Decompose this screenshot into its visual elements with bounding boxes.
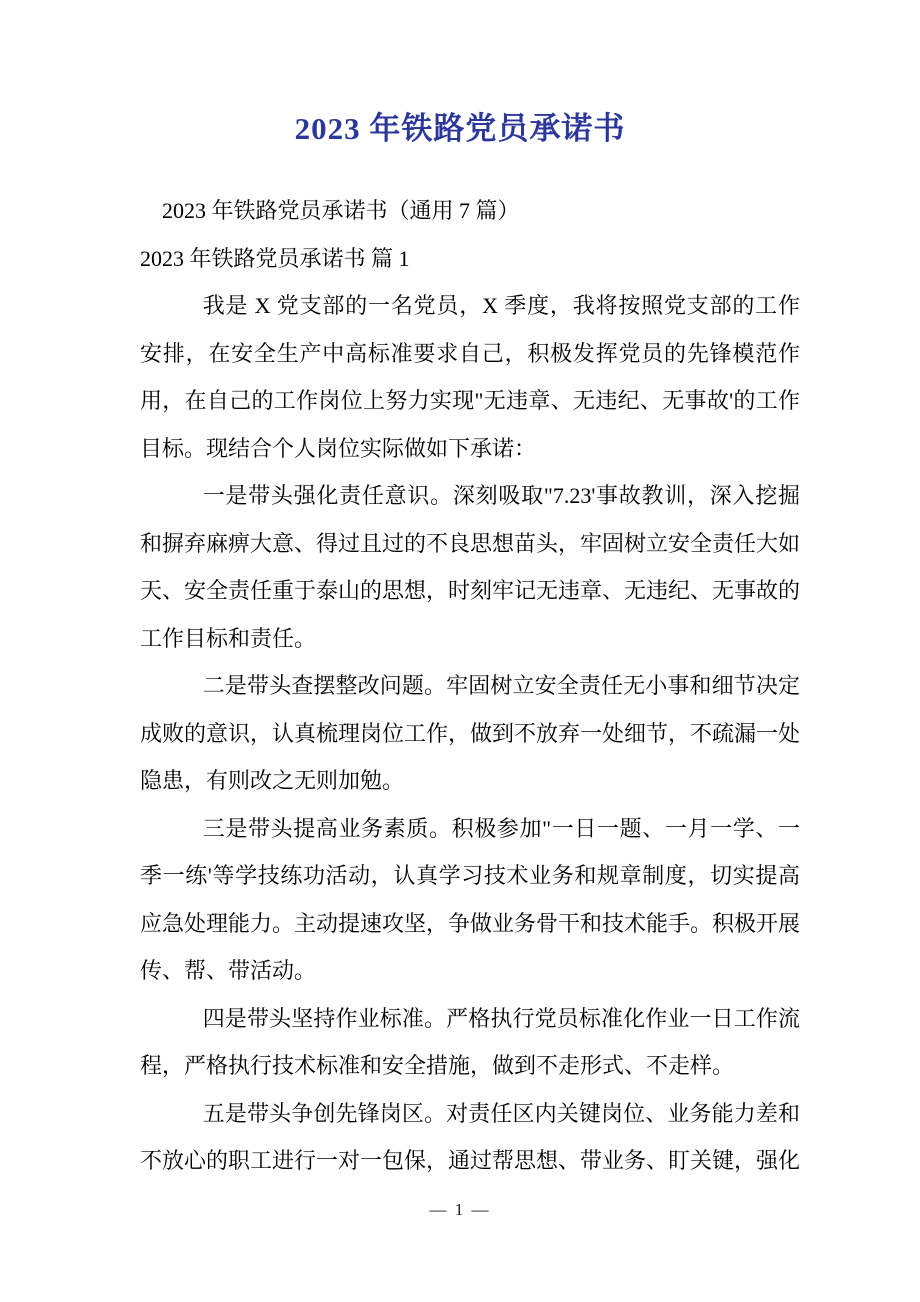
paragraph: 我是 X 党支部的一名党员，X 季度，我将按照党支部的工作安排，在安全生产中高标准要求自己，积极发挥党员的先锋模范作用，在自己的工作岗位上努力实现"无违章、无违纪、无事故'的工作目标。现结合个人岗位实际做如下承诺： bbox=[140, 293, 800, 461]
document-body bbox=[140, 187, 800, 1185]
document-title: 2023 年铁路党员承诺书 bbox=[294, 111, 626, 146]
page-number: — 1 — bbox=[429, 1200, 491, 1219]
paragraph: 一是带头强化责任意识。深刻吸取"7.23'事故教训，深入挖掘和摒弃麻痹大意、得过且过的不良思想苗头，牢固树立安全责任大如天、安全责任重于泰山的思想，时刻牢记无违章、无违纪、无事故的工作目标和责任。 bbox=[140, 483, 801, 651]
section-heading: 2023 年铁路党员承诺书 篇 1 bbox=[140, 245, 410, 271]
document-subtitle: 2023 年铁路党员承诺书（通用 7 篇） bbox=[162, 198, 520, 223]
paragraph: 四是带头坚持作业标准。严格执行党员标准化作业一日工作流程，严格执行技术标准和安全措施，做到不走形式、不走样。 bbox=[140, 1005, 800, 1078]
paragraph: 五是带头争创先锋岗区。对责任区内关键岗位、业务能力差和不放心的职工进行一对一包保，通过帮思想、带业务、盯关键，强化 bbox=[140, 1100, 801, 1173]
paragraph: 二是带头查摆整改问题。牢固树立安全责任无小事和细节决定成败的意识，认真梳理岗位工作，做到不放弃一处细节，不疏漏一处隐患，有则改之无则加勉。 bbox=[140, 673, 801, 793]
paragraph: 三是带头提高业务素质。积极参加"一日一题、一月一学、一季一练'等学技练功活动，认真学习技术业务和规章制度，切实提高应急处理能力。主动提速攻坚，争做业务骨干和技术能手。积极开展传、帮、带活动。 bbox=[140, 815, 801, 983]
